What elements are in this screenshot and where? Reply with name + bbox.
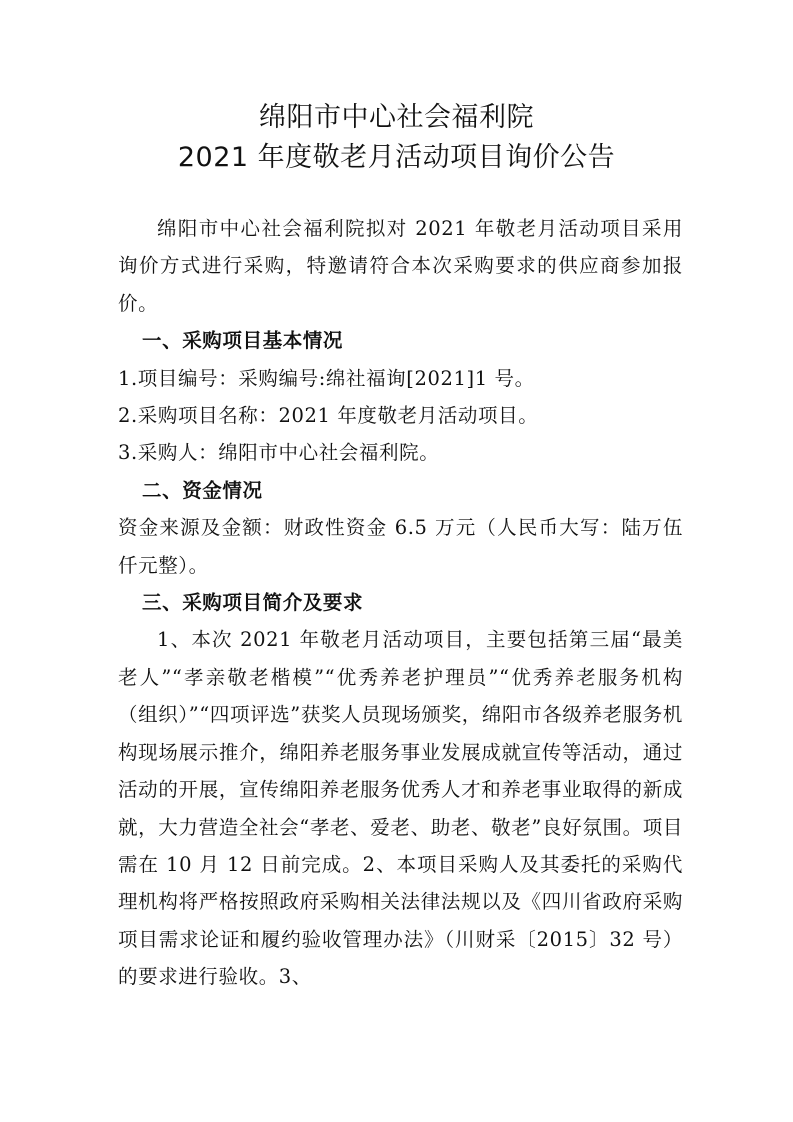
document-title-line1: 绵阳市中心社会福利院 [259, 102, 534, 133]
section3-paragraph: 1、本次 2021 年敬老月活动项目，主要包括第三届“最美老人”“孝亲敬老楷模”“优秀养老护理员”“优秀养老服务机构（组织）”“四项评选”获奖人员现场颁奖，绵阳市各级养老服务机构现场展示推介，绵阳养老服务事业发展成就宣传等活动，通过活动的开展，宣传绵阳养老服务优秀人才和养老事业取得的新成就，大力营造全社会“孝老、爱老、助老、敬老”良好氛围。项目需在 10 月 12 日前完成。2、本项目采购人及其委托的采购代理机构将严格按照政府采购相关法律法规以及《四川省政府采购项目需求论证和履约验收管理办法》（川财采〔2015〕32 号）的要求进行验收。3、 [118, 628, 683, 989]
item-purchaser: 3.采购人：绵阳市中心社会福利院。 [118, 441, 440, 465]
section2-heading: 二、资金情况 [142, 478, 263, 502]
document-title-line2: 2021 年度敬老月活动项目询价公告 [177, 142, 616, 173]
item-project-name: 2.采购项目名称：2021 年度敬老月活动项目。 [118, 404, 539, 428]
section3-heading: 三、采购项目简介及要求 [142, 591, 364, 615]
document-body [118, 210, 683, 996]
item-project-number: 1.项目编号：采购编号:绵社福询[2021]1 号。 [118, 366, 535, 390]
intro-paragraph: 绵阳市中心社会福利院拟对 2021 年敬老月活动项目采用询价方式进行采购，特邀请符合本次采购要求的供应商参加报价。 [118, 217, 683, 315]
section1-heading: 一、采购项目基本情况 [142, 329, 344, 353]
funds-paragraph: 资金来源及金额：财政性资金 6.5 万元（人民币大写：陆万伍仟元整）。 [118, 516, 683, 577]
